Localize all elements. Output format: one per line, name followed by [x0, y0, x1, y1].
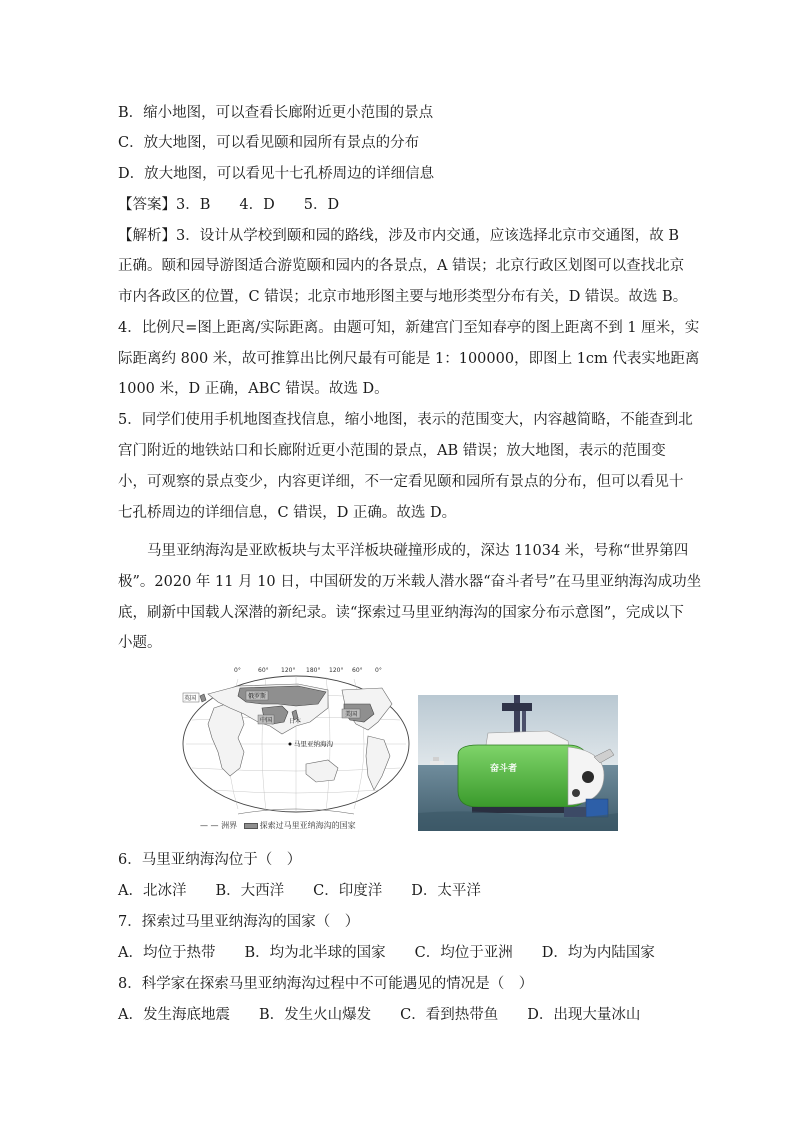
passage-line: 底，刷新中国载人深潜的新纪录。读“探索过马里亚纳海沟的国家分布示意图”，完成以下: [118, 605, 684, 621]
viewport-window: [582, 771, 594, 783]
lon-label: 120°: [329, 667, 344, 674]
lon-label: 60°: [258, 667, 269, 674]
trench-marker: [289, 743, 292, 746]
analysis-line: 1000 米，D 正确，ABC 错误。故选 D。: [118, 381, 389, 397]
trench-label: 马里亚纳海沟: [294, 740, 333, 748]
submersible-photo: [418, 695, 618, 831]
analysis-line: 市内各政区的位置，C 错误；北京市地形图主要与地形类型分布有关，D 错误。故选 B。: [118, 289, 688, 305]
question-7-options: A．均位于热带 B．均为北半球的国家 C．均位于亚洲 D．均为内陆国家: [118, 945, 655, 961]
hull-text: 奋斗者: [490, 764, 518, 774]
option-d-line: D．放大地图，可以看见十七孔桥周边的详细信息: [118, 166, 435, 182]
question-8-stem: 8．科学家在探索马里亚纳海沟过程中不可能遇见的情况是（ ）: [118, 976, 534, 992]
analysis-line: 【解析】3．设计从学校到颐和园的路线，涉及市内交通，应该选择北京市交通图，故 B: [118, 228, 679, 244]
submersible-illustration: [418, 695, 618, 831]
country-label-china: 中国: [260, 717, 273, 724]
analysis-line: 5．同学们使用手机地图查找信息，缩小地图，表示的范围变大，内容越简略，不能查到北: [118, 412, 693, 428]
lon-label: 180°: [306, 667, 321, 674]
boundary-legend-label: 洲界: [221, 821, 238, 830]
map-legend: [200, 820, 356, 831]
passage-line: 小题。: [118, 635, 162, 651]
question-6-stem: 6．马里亚纳海沟位于（ ）: [118, 852, 302, 868]
world-map-figure: [178, 664, 410, 834]
crane-beam: [502, 703, 532, 711]
lon-label: 60°: [352, 667, 363, 674]
passage-line: 极”。2020 年 11 月 10 日，中国研发的万米载人潜水器“奋斗者号”在马里亚纳海沟成功坐: [118, 574, 702, 590]
analysis-line: 4．比例尺=图上距离/实际距离。由题可知，新建宫门至知春亭的图上距离不到 1 厘米，实: [118, 320, 700, 336]
country-label-russia: 俄罗斯: [248, 693, 267, 700]
country-legend-label: 探索过马里亚纳海沟的国家: [259, 821, 356, 830]
answer-line: 【答案】3．B 4．D 5．D: [118, 197, 340, 213]
lon-label: 0°: [234, 667, 241, 674]
question-6-options: A．北冰洋 B．大西洋 C．印度洋 D．太平洋: [118, 883, 481, 899]
lon-label: 0°: [375, 667, 382, 674]
country-label-usa: 美国: [345, 711, 358, 718]
analysis-line: 际距离约 800 米，故可推算出比例尺最有可能是 1：100000，即图上 1cm 代表实地距离: [118, 351, 700, 367]
uk-shape: [200, 694, 206, 702]
analysis-line: 正确。颐和园导游图适合游览颐和园内的各景点，A 错误；北京行政区划图可以查找北京: [118, 258, 685, 274]
lon-label: 120°: [281, 667, 296, 674]
analysis-line: 宫门附近的地铁站口和长廊附近更小范围的景点，AB 错误；放大地图，表示的范围变: [118, 443, 666, 459]
distant-ship: [430, 761, 444, 765]
crane-post: [514, 695, 520, 735]
option-b-line: B．缩小地图，可以查看长廊附近更小范围的景点: [118, 105, 434, 121]
boundary-legend-icon: — —: [200, 821, 222, 830]
skid: [472, 807, 572, 813]
analysis-line: 七孔桥周边的详细信息，C 错误，D 正确。故选 D。: [118, 505, 457, 521]
tool-box: [586, 799, 608, 817]
question-8-options: A．发生海底地震 B．发生火山爆发 C．看到热带鱼 D．出现大量冰山: [118, 1007, 641, 1023]
country-legend-swatch: [244, 823, 258, 829]
passage-line: 马里亚纳海沟是亚欧板块与太平洋板块碰撞形成的，深达 11034 米，号称“世界第四: [118, 543, 689, 559]
question-7-stem: 7．探索过马里亚纳海沟的国家（ ）: [118, 914, 360, 930]
option-c-line: C．放大地图，可以看见颐和园所有景点的分布: [118, 135, 420, 151]
analysis-line: 小，可观察的景点变少，内容更详细，不一定看见颐和园所有景点的分布，但可以看见十: [118, 474, 684, 490]
world-map-svg: [178, 664, 410, 834]
country-label-japan: 日本: [289, 718, 302, 725]
country-label-uk: 英国: [184, 695, 197, 702]
